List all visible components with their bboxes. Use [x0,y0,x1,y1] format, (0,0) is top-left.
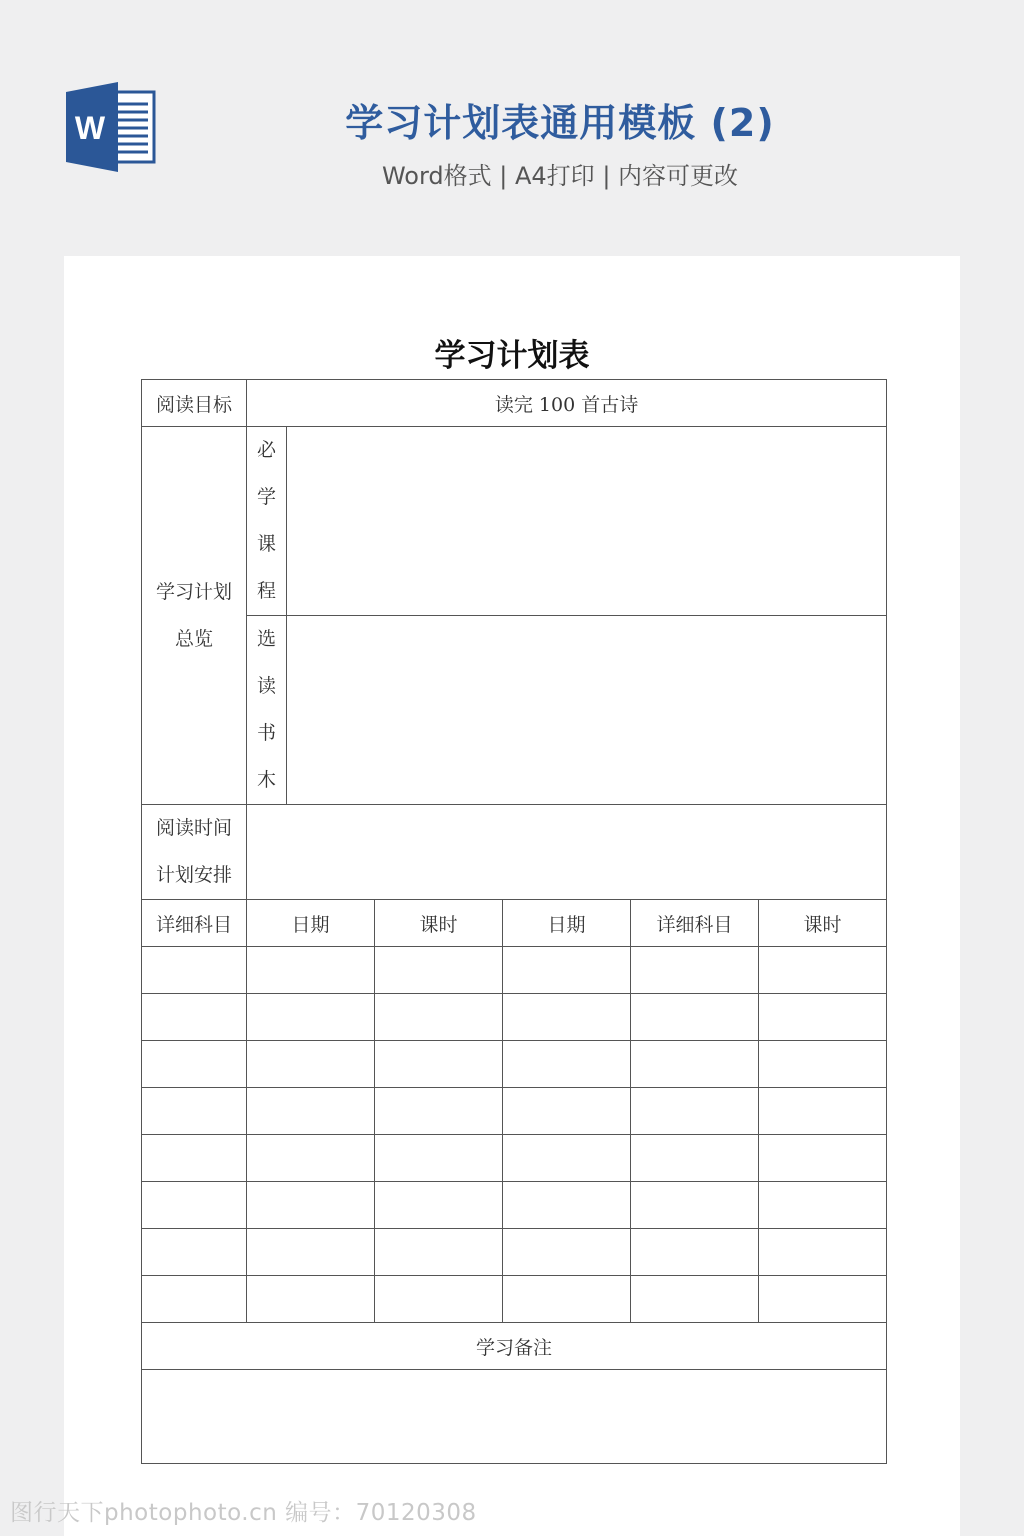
table-cell[interactable] [759,1041,887,1088]
elective-books-char: 选 [256,628,276,650]
table-row [142,1182,887,1229]
required-course-label [247,427,287,616]
table-cell[interactable] [142,994,247,1041]
time-plan-label [142,805,247,900]
table-cell[interactable] [247,1276,375,1323]
time-plan-label-line1: 阅读时间 [155,817,232,839]
table-cell[interactable] [631,947,759,994]
table-cell[interactable] [503,1276,631,1323]
table-cell[interactable] [247,947,375,994]
table-cell[interactable] [375,994,503,1041]
document-page [64,256,960,1536]
plan-rows [142,947,887,1323]
table-cell[interactable] [503,1041,631,1088]
word-icon-letter: W [74,110,106,146]
table-cell[interactable] [375,1041,503,1088]
table-cell[interactable] [759,1276,887,1323]
table-cell[interactable] [375,1229,503,1276]
table-cell[interactable] [503,1088,631,1135]
column-header: 课时 [759,900,887,947]
elective-books-char: 书 [256,722,276,744]
table-cell[interactable] [631,1088,759,1135]
watermark-text: 图行天下photophoto.cn 编号：70120308 [10,1500,477,1526]
table-row [142,947,887,994]
time-plan-input[interactable] [247,805,887,900]
table-cell[interactable] [142,1088,247,1135]
table-cell[interactable] [759,947,887,994]
notes-label: 学习备注 [142,1323,887,1370]
elective-books-char: 木 [256,769,276,791]
page-title: 学习计划表通用模板 (2) [345,101,775,145]
column-header: 详细科目 [142,900,247,947]
table-cell[interactable] [247,1229,375,1276]
word-icon [64,82,156,172]
table-cell[interactable] [503,994,631,1041]
table-cell[interactable] [247,994,375,1041]
table-cell[interactable] [503,947,631,994]
required-course-input[interactable] [287,427,887,616]
table-cell[interactable] [759,1229,887,1276]
table-cell[interactable] [503,1229,631,1276]
table-cell[interactable] [503,1135,631,1182]
table-cell[interactable] [142,1276,247,1323]
table-cell[interactable] [247,1088,375,1135]
table-cell[interactable] [142,1041,247,1088]
table-cell[interactable] [631,1276,759,1323]
table-cell[interactable] [759,1135,887,1182]
table-row [142,1088,887,1135]
table-cell[interactable] [247,1135,375,1182]
table-cell[interactable] [759,1088,887,1135]
table-cell[interactable] [375,1135,503,1182]
table-cell[interactable] [142,1229,247,1276]
table-cell[interactable] [247,1182,375,1229]
table-cell[interactable] [375,1088,503,1135]
column-header: 日期 [503,900,631,947]
time-plan-label-line2: 计划安排 [155,864,232,886]
overview-label [142,427,247,805]
table-row [142,1041,887,1088]
elective-books-label [247,616,287,805]
table-row [142,994,887,1041]
table-cell[interactable] [503,1182,631,1229]
required-course-char: 学 [256,486,276,508]
table-cell[interactable] [142,1135,247,1182]
table-cell[interactable] [247,1041,375,1088]
required-course-char: 课 [256,533,276,555]
table-cell[interactable] [631,1182,759,1229]
column-header: 课时 [375,900,503,947]
reading-goal-value[interactable]: 读完 100 首古诗 [247,380,887,427]
required-course-char: 程 [256,580,276,602]
column-header: 详细科目 [631,900,759,947]
table-row [142,1276,887,1323]
table-row [142,1135,887,1182]
table-cell[interactable] [759,1182,887,1229]
table-cell[interactable] [375,947,503,994]
overview-label-line1: 学习计划 [155,580,232,603]
table-cell[interactable] [631,1041,759,1088]
document-title: 学习计划表 [434,338,590,374]
page-subtitle: Word格式 | A4打印 | 内容可更改 [381,162,739,190]
table-cell[interactable] [375,1276,503,1323]
table-cell[interactable] [142,1182,247,1229]
table-cell[interactable] [631,994,759,1041]
elective-books-input[interactable] [287,616,887,805]
table-cell[interactable] [375,1182,503,1229]
reading-goal-label: 阅读目标 [142,380,247,427]
notes-input[interactable] [142,1370,887,1464]
table-row [142,1229,887,1276]
required-course-char: 必 [256,439,276,461]
table-cell[interactable] [631,1135,759,1182]
column-header-row [142,900,887,947]
overview-label-line2: 总览 [174,627,213,650]
elective-books-char: 读 [256,675,276,697]
table-cell[interactable] [759,994,887,1041]
table-cell[interactable] [142,947,247,994]
study-plan-table [141,379,887,1464]
table-cell[interactable] [631,1229,759,1276]
column-header: 日期 [247,900,375,947]
